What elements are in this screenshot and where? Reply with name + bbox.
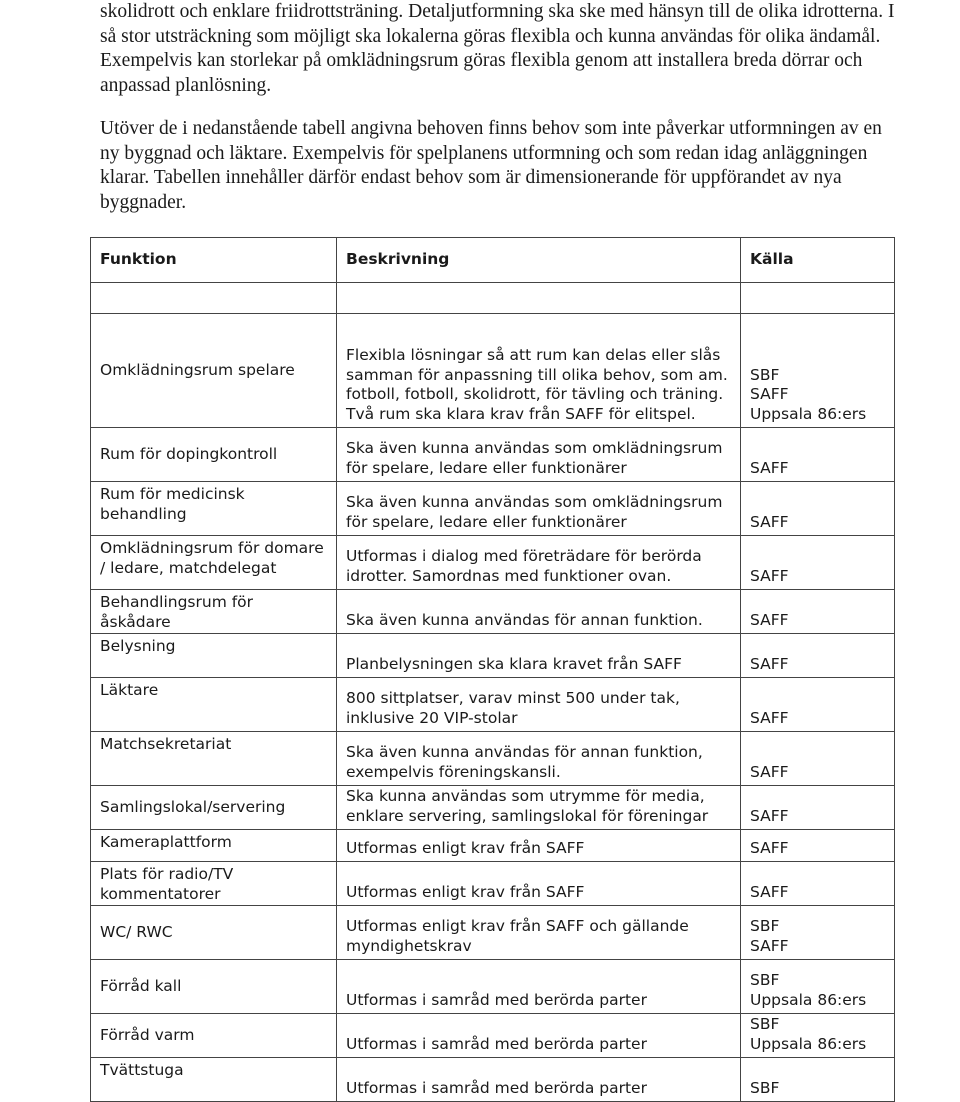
column-header-kalla: Källa — [741, 238, 895, 283]
cell-beskrivning: Planbelysningen ska klara kravet från SAFF — [337, 634, 741, 678]
cell-funktion: Samlingslokal/servering — [91, 786, 337, 830]
table-row — [91, 1058, 895, 1102]
cell-funktion: Matchsekretariat — [91, 732, 337, 786]
cell-funktion: Tvättstuga — [91, 1058, 337, 1102]
cell-kalla: SBF — [741, 1058, 895, 1102]
cell-funktion: Läktare — [91, 678, 337, 732]
cell-kalla: SAFF — [741, 862, 895, 906]
cell-beskrivning: 800 sittplatser, varav minst 500 under tak, inklusive 20 VIP-stolar — [337, 678, 741, 732]
cell-kalla: SAFF — [741, 830, 895, 862]
table-row — [91, 678, 895, 732]
cell-beskrivning: Utformas i samråd med berörda parter — [337, 1014, 741, 1058]
table-body — [91, 283, 895, 1102]
cell-beskrivning: Ska även kunna användas för annan funktion, exempelvis föreningskansli. — [337, 732, 741, 786]
cell-kalla: SAFF — [741, 536, 895, 590]
table-row — [91, 314, 895, 428]
intro-text — [100, 0, 900, 234]
table-row — [91, 960, 895, 1014]
cell-funktion: Omklädningsrum spelare — [91, 314, 337, 428]
column-header-beskrivning: Beskrivning — [337, 238, 741, 283]
cell-beskrivning: Utformas enligt krav från SAFF — [337, 862, 741, 906]
cell-kalla: SBF SAFF Uppsala 86:ers — [741, 314, 895, 428]
cell-funktion: Behandlingsrum för åskådare — [91, 590, 337, 634]
cell-kalla: SAFF — [741, 482, 895, 536]
cell-kalla: SBF Uppsala 86:ers — [741, 960, 895, 1014]
cell-beskrivning: Utformas enligt krav från SAFF — [337, 830, 741, 862]
cell-beskrivning: Utformas enligt krav från SAFF och gällande myndighetskrav — [337, 906, 741, 960]
cell-beskrivning: Ska även kunna användas som omklädningsrum för spelare, ledare eller funktionärer — [337, 482, 741, 536]
table-row — [91, 1014, 895, 1058]
cell-funktion: Kameraplattform — [91, 830, 337, 862]
cell-funktion: Belysning — [91, 634, 337, 678]
cell-beskrivning: Flexibla lösningar så att rum kan delas eller slås samman för anpassning till olika behov, som am. fotboll, fotboll, skolidrott, för tävling och träning. Två rum ska klara krav från SAFF för elitspel. — [337, 314, 741, 428]
intro-paragraph-1: skolidrott och enklare friidrottsträning. Detaljutformning ska ske med hänsyn till de olika idrotterna. I så stor utsträckning som möjligt ska lokalerna göras flexibla och kunna användas för olika ändamål. Exempelvis kan storlekar på omklädningsrum göras flexibla genom att installera breda dörrar och anpassad planlösning. — [100, 1, 895, 96]
table-row — [91, 428, 895, 482]
table-header-row — [91, 238, 895, 283]
table-row — [91, 590, 895, 634]
cell-funktion: WC/ RWC — [91, 906, 337, 960]
column-header-funktion: Funktion — [91, 238, 337, 283]
cell-funktion: Plats för radio/TV kommentatorer — [91, 862, 337, 906]
cell-funktion: Rum för medicinsk behandling — [91, 482, 337, 536]
table-row — [91, 830, 895, 862]
table-row — [91, 732, 895, 786]
cell-beskrivning: Ska även kunna användas för annan funktion. — [337, 590, 741, 634]
cell-beskrivning: Ska kunna användas som utrymme för media, enklare servering, samlingslokal för föreningar — [337, 786, 741, 830]
cell-kalla: SBF SAFF — [741, 906, 895, 960]
cell-kalla: SAFF — [741, 590, 895, 634]
cell-kalla: SAFF — [741, 428, 895, 482]
cell-funktion: Rum för dopingkontroll — [91, 428, 337, 482]
table-row — [91, 536, 895, 590]
cell-funktion: Förråd varm — [91, 1014, 337, 1058]
cell-kalla: SAFF — [741, 732, 895, 786]
cell-funktion: Omklädningsrum för domare / ledare, matchdelegat — [91, 536, 337, 590]
cell-beskrivning: Utformas i dialog med företrädare för berörda idrotter. Samordnas med funktioner ovan. — [337, 536, 741, 590]
requirements-table — [90, 237, 895, 1102]
cell-kalla: SAFF — [741, 678, 895, 732]
table-row — [91, 482, 895, 536]
table-row — [91, 634, 895, 678]
table-row — [91, 862, 895, 906]
table-row — [91, 906, 895, 960]
cell-kalla: SBF Uppsala 86:ers — [741, 1014, 895, 1058]
cell-beskrivning: Utformas i samråd med berörda parter — [337, 960, 741, 1014]
cell-funktion: Förråd kall — [91, 960, 337, 1014]
cell-beskrivning: Ska även kunna användas som omklädningsrum för spelare, ledare eller funktionärer — [337, 428, 741, 482]
cell-beskrivning: Utformas i samråd med berörda parter — [337, 1058, 741, 1102]
intro-paragraph-2: Utöver de i nedanstående tabell angivna behoven finns behov som inte påverkar utformningen av en ny byggnad och läktare. Exempelvis för spelplanens utformning och som redan idag anläggningen klarar. Tabellen innehåller därför endast behov som är dimensionerande för uppförandet av nya byggnader. — [100, 118, 882, 213]
cell-kalla: SAFF — [741, 634, 895, 678]
table-row — [91, 786, 895, 830]
table-spacer-row — [91, 283, 895, 314]
cell-kalla: SAFF — [741, 786, 895, 830]
